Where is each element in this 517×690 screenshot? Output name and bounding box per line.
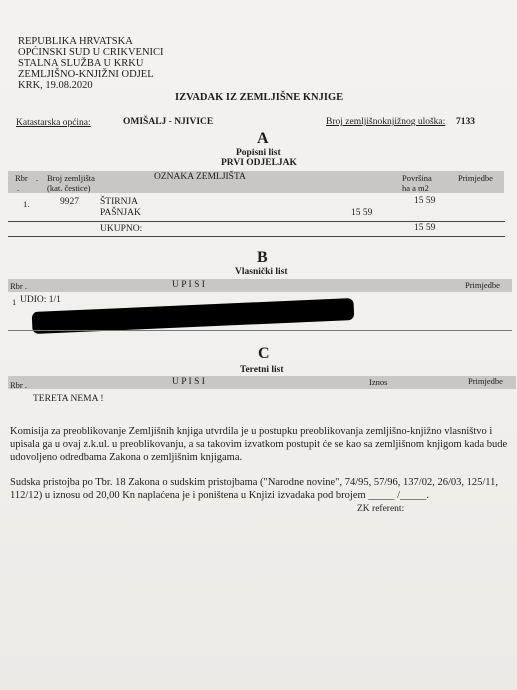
header-date: KRK, 19.08.2020 (18, 80, 93, 91)
no-burden-note: TERETA NEMA ! (33, 394, 104, 404)
section-c-letter: C (258, 345, 270, 362)
col-remarks-c: Primjedbe (468, 376, 503, 386)
referent-label: ZK referent: (357, 504, 405, 514)
section-b-header-band (8, 279, 512, 292)
section-b-bottom-rule (8, 330, 512, 331)
header-line-1: REPUBLIKA HRVATSKA (18, 36, 133, 47)
cadastral-label: Katastarska općina: (16, 118, 91, 128)
document-title: IZVADAK IZ ZEMLJIŠNE KNJIGE (175, 92, 344, 103)
total-label: UKUPNO: (100, 224, 143, 234)
col-remarks-b: Primjedbe (465, 280, 500, 290)
cadastral-value: OMIŠALJ - NJIVICE (123, 117, 214, 127)
court-fee-paragraph: Sudska pristojba po Tbr. 18 Zakona o sudskim pristojbama ("Narodne novine", 74/95, 57/96, 137/02, 26/03, 125/11, 112/12) u iznosu od 20,00 Kn naplaćena je i poništena u Knjizi izvadaka pod brojem _____ /_____. (10, 477, 499, 501)
col-entries-b: U P I S I (172, 280, 205, 290)
col-rbr-dot: . (36, 173, 39, 183)
total-value: 15 59 (414, 223, 436, 233)
owner-row-number: 1 (12, 297, 17, 307)
header-line-4: ZEMLJIŠNO-KNJIŽNI ODJEL (18, 69, 154, 80)
row-mark-1: ŠTIRNJA (100, 197, 139, 207)
col-amount-c: Iznos (369, 377, 388, 387)
col-remarks: Primjedbe (458, 173, 493, 183)
folio-value: 7133 (456, 117, 475, 127)
section-a-title: Popisni list (236, 148, 281, 158)
col-parcel-sub: (kat. čestice) (47, 183, 91, 193)
header-line-3: STALNA SLUŽBA U KRKU (18, 58, 144, 69)
row-parcel: 9927 (60, 197, 79, 207)
section-c-header-band (8, 376, 516, 389)
col-entries-c: U P I S I (172, 377, 205, 387)
section-c-title: Teretni list (240, 365, 284, 375)
section-b-title: Vlasnički list (235, 267, 288, 277)
owner-share: UDIO: 1/1 (20, 295, 61, 305)
section-b-letter: B (257, 249, 268, 266)
col-area: Površina (402, 173, 432, 183)
folio-label: Broj zemljišnoknjižnog uloška: (326, 117, 446, 127)
row-number: 1. (23, 199, 30, 209)
row-area-sub: 15 59 (351, 208, 373, 218)
col-rbr-c: Rbr . (10, 380, 27, 390)
section-a-letter: A (257, 130, 269, 147)
col-area-units: ha a m2 (402, 183, 429, 193)
col-parcel-number: Broj zemljišta (47, 173, 95, 183)
redacted-owner-name (32, 298, 355, 334)
header-line-2: OPĆINSKI SUD U CRIKVENICI (18, 47, 164, 58)
col-land-mark: OZNAKA ZEMLJIŠTA (154, 172, 246, 182)
col-rbr-dot-2: . (17, 183, 20, 193)
section-a-bottom-rule (8, 236, 505, 237)
row-area-total: 15 59 (414, 196, 436, 206)
row-mark-2: PAŠNJAK (100, 208, 141, 218)
col-rbr-b: Rbr . (10, 281, 27, 291)
section-a-divider (8, 221, 505, 222)
commission-paragraph: Komisija za preoblikovanje Zemljišnih knjiga utvrdila je u postupku preoblikovanja zemljišno-knjižno vlasništvo i upisala ga u ovaj z.k.ul. u preoblikovanju, a sa takovim izvatkom postupit će se kao sa zemljišnom knjigom kada bude udovoljeno odredbama Zakona o zemljišnim knjigama. (10, 426, 508, 463)
section-a-subtitle: PRVI ODJELJAK (221, 158, 297, 168)
col-rbr: Rbr (15, 173, 28, 183)
